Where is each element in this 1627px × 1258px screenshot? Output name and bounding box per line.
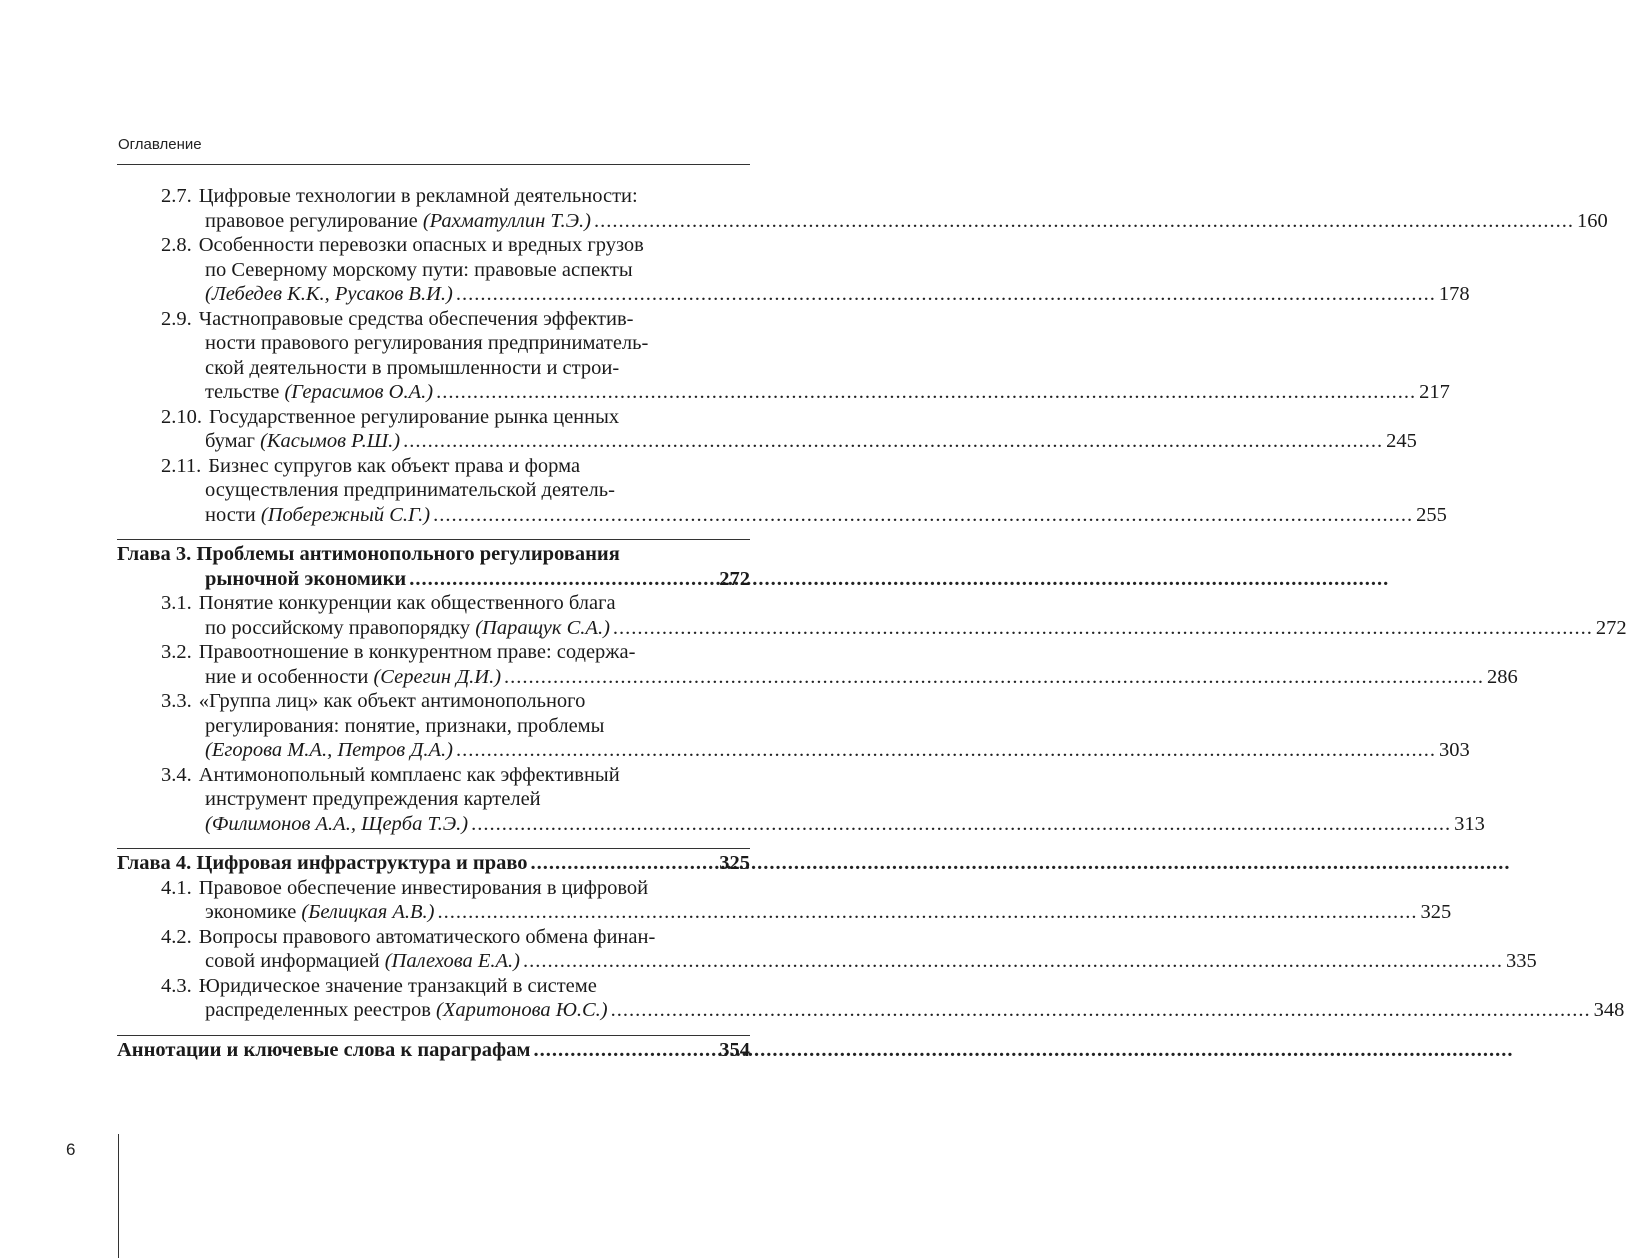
chapter-3-title-line-2 bbox=[117, 567, 750, 592]
dot-leader bbox=[531, 851, 717, 876]
toc-entry-tail bbox=[205, 210, 591, 232]
section-number: 2.9. bbox=[161, 307, 192, 330]
section-group-chapter-2 bbox=[117, 184, 1608, 527]
toc-entry-line bbox=[117, 258, 750, 283]
chapter-4-title: Глава 4. Цифровая инфраструктура и право bbox=[117, 852, 528, 874]
toc-entry-line bbox=[117, 307, 750, 332]
toc-entry[interactable] bbox=[117, 640, 1518, 689]
toc-entry-text: регулирования: понятие, признаки, проблемы bbox=[205, 714, 605, 737]
page-reference: 335 bbox=[1505, 950, 1537, 972]
chapter-4-entry[interactable] bbox=[117, 848, 750, 876]
section-group-chapter-3 bbox=[117, 591, 1627, 836]
toc-entry-text: ности правового регулирования предприниматель- bbox=[205, 332, 649, 354]
section-number: 4.2. bbox=[161, 925, 192, 948]
annotations-title: Аннотации и ключевые слова к параграфам bbox=[117, 1038, 531, 1061]
page-reference: 160 bbox=[1576, 209, 1608, 232]
dot-leader bbox=[409, 567, 716, 592]
dot-leader bbox=[403, 430, 1383, 452]
toc-entry-text: ние и особенности bbox=[205, 665, 369, 688]
section-number: 2.10. bbox=[161, 405, 202, 428]
toc-entry-text: Понятие конкуренции как общественного блага bbox=[198, 592, 616, 614]
toc-entry-line bbox=[117, 787, 750, 812]
dot-leader bbox=[594, 210, 1574, 232]
toc-entry-text: ской деятельности в промышленности и строи- bbox=[205, 356, 620, 379]
annotations-entry[interactable] bbox=[117, 1035, 750, 1063]
page-reference: 303 bbox=[1438, 739, 1470, 761]
toc-entry-text: Юридическое значение транзакций в системе bbox=[198, 974, 597, 997]
toc-entry-text: Особенности перевозки опасных и вредных грузов bbox=[198, 234, 644, 256]
toc-entry-line bbox=[117, 356, 750, 381]
toc-entry-line bbox=[117, 233, 750, 258]
dot-leader bbox=[437, 901, 1417, 923]
toc-entry[interactable] bbox=[117, 405, 1417, 454]
toc-entry-text: распределенных реестров bbox=[205, 999, 431, 1021]
toc-entry-text: по Северному морскому пути: правовые аспекты bbox=[205, 258, 633, 281]
page-reference: 217 bbox=[1419, 381, 1450, 403]
dot-leader bbox=[613, 617, 1593, 639]
toc-entry-line bbox=[117, 876, 750, 901]
chapter-3-entry[interactable] bbox=[117, 539, 750, 591]
toc-entry-text: Вопросы правового автоматического обмена финан- bbox=[198, 925, 656, 948]
toc-entry[interactable] bbox=[117, 591, 1627, 640]
toc-entry-line bbox=[117, 925, 750, 950]
running-head: Оглавление bbox=[118, 136, 202, 153]
chapter-4-page: 325 bbox=[719, 852, 750, 874]
toc-entry-line bbox=[117, 689, 750, 714]
dot-leader bbox=[471, 813, 1451, 835]
toc-entry-last-line bbox=[117, 998, 1625, 1023]
toc-entry[interactable] bbox=[117, 454, 1447, 528]
toc-entry-last-line bbox=[117, 812, 1485, 837]
toc-entry-text: тельстве bbox=[205, 381, 280, 403]
chapter-3-title-end: рыночной экономики bbox=[205, 567, 407, 590]
toc-entry-tail bbox=[205, 999, 608, 1021]
toc-entry-text: Частноправовые средства обеспечения эффектив- bbox=[198, 307, 634, 330]
toc-entry[interactable] bbox=[117, 689, 1470, 763]
page-number: 6 bbox=[66, 1140, 76, 1159]
toc-entry[interactable] bbox=[117, 876, 1452, 925]
toc-entry-tail bbox=[205, 504, 430, 526]
toc-entry-tail bbox=[205, 901, 434, 923]
dot-leader bbox=[433, 504, 1413, 526]
dot-leader bbox=[436, 381, 1416, 403]
dot-leader bbox=[533, 1038, 716, 1063]
page-reference: 245 bbox=[1386, 430, 1417, 452]
toc-entry-text: совой информацией bbox=[205, 950, 380, 972]
page-reference: 178 bbox=[1438, 283, 1470, 305]
page-reference: 348 bbox=[1593, 999, 1625, 1021]
toc-entry-text: «Группа лиц» как объект антимонопольного bbox=[198, 690, 586, 712]
page-reference: 255 bbox=[1416, 503, 1447, 526]
toc-entry-line bbox=[117, 640, 750, 665]
page-reference: 286 bbox=[1487, 665, 1518, 688]
toc-entry[interactable] bbox=[117, 184, 1608, 233]
author-name: (Палехова Е.А.) bbox=[384, 950, 520, 972]
toc-entry[interactable] bbox=[117, 925, 1537, 974]
section-number: 3.3. bbox=[161, 690, 192, 712]
section-number: 4.3. bbox=[161, 974, 192, 997]
toc-entry-text: Антимонопольный комплаенс как эффективный bbox=[198, 763, 620, 786]
dot-leader bbox=[504, 666, 1484, 688]
toc-entry-line bbox=[117, 454, 750, 479]
author-name: (Серегин Д.И.) bbox=[373, 665, 502, 688]
folio-rule bbox=[118, 1134, 119, 1258]
dot-leader bbox=[456, 283, 1436, 305]
dot-leader bbox=[611, 999, 1591, 1021]
dot-leader bbox=[523, 950, 1503, 972]
section-number: 2.7. bbox=[161, 185, 192, 207]
toc-entry-tail bbox=[205, 381, 433, 403]
toc-entry-line bbox=[117, 714, 750, 739]
section-number: 3.1. bbox=[161, 592, 192, 614]
toc-entry-text: осуществления предпринимательской деятель- bbox=[205, 479, 615, 501]
toc-entry-text: Правовое обеспечение инвестирования в цифровой bbox=[198, 876, 649, 899]
toc-entry-last-line bbox=[117, 738, 1470, 763]
toc-entry[interactable] bbox=[117, 763, 1485, 837]
page-reference: 272 bbox=[1595, 616, 1627, 639]
toc-entry-last-line bbox=[117, 900, 1452, 925]
toc-entry[interactable] bbox=[117, 307, 1450, 405]
toc-entry-tail bbox=[205, 617, 610, 639]
toc-entry-text: ности bbox=[205, 503, 256, 526]
section-group-chapter-4 bbox=[117, 876, 1625, 1023]
toc-entry-tail bbox=[205, 813, 468, 835]
section-number: 2.8. bbox=[161, 234, 192, 256]
page-reference: 313 bbox=[1454, 812, 1485, 835]
toc-entry-line bbox=[117, 405, 750, 430]
toc-entry-tail bbox=[205, 430, 400, 452]
author-name: (Филимонов А.А., Щерба Т.Э.) bbox=[205, 812, 469, 835]
chapter-4-title-line bbox=[117, 851, 750, 876]
toc-entry-text: Цифровые технологии в рекламной деятельности: bbox=[198, 185, 638, 207]
chapter-3-page: 272 bbox=[719, 567, 750, 590]
toc-entry-line bbox=[117, 478, 750, 503]
toc-entry-text: экономике bbox=[205, 901, 297, 923]
author-name: (Харитонова Ю.С.) bbox=[436, 999, 608, 1021]
annotations-title-line bbox=[117, 1038, 750, 1063]
toc-entry-text: инструмент предупреждения картелей bbox=[205, 788, 541, 810]
toc-entry[interactable] bbox=[117, 233, 1470, 307]
toc-entry-tail bbox=[205, 950, 520, 972]
author-name: (Лебедев К.К., Русаков В.И.) bbox=[205, 283, 453, 305]
toc-entry-last-line bbox=[117, 503, 1447, 528]
toc-entry-text: Бизнес супругов как объект права и форма bbox=[208, 454, 581, 477]
author-name: (Побережный С.Г.) bbox=[260, 503, 431, 526]
toc-entry-last-line bbox=[117, 380, 1450, 405]
author-name: (Герасимов О.А.) bbox=[284, 381, 434, 403]
toc-entry-last-line bbox=[117, 665, 1518, 690]
page-reference: 325 bbox=[1420, 901, 1452, 923]
dot-leader bbox=[456, 739, 1436, 761]
toc-entry-tail bbox=[205, 666, 501, 688]
author-name: (Касымов Р.Ш.) bbox=[260, 430, 401, 452]
section-number: 3.4. bbox=[161, 763, 192, 786]
toc-entry-last-line bbox=[117, 209, 1608, 234]
toc-entry-text: по российскому правопорядку bbox=[205, 616, 471, 639]
toc-entry-text: Государственное регулирование рынка ценных bbox=[209, 405, 620, 428]
author-name: (Егорова М.А., Петров Д.А.) bbox=[205, 739, 453, 761]
author-name: (Рахматуллин Т.Э.) bbox=[422, 209, 591, 232]
toc-entry-tail bbox=[205, 283, 453, 305]
toc-entry-line bbox=[117, 763, 750, 788]
toc-entry-line bbox=[117, 974, 750, 999]
section-number: 2.11. bbox=[161, 454, 202, 477]
table-of-contents bbox=[117, 184, 1627, 1062]
toc-entry-last-line bbox=[117, 949, 1537, 974]
toc-entry-text: Правоотношение в конкурентном праве: содержа- bbox=[198, 641, 636, 663]
toc-entry-line bbox=[117, 331, 750, 356]
toc-entry-line bbox=[117, 184, 750, 209]
toc-entry-last-line bbox=[117, 429, 1417, 454]
toc-entry-last-line bbox=[117, 282, 1470, 307]
toc-entry[interactable] bbox=[117, 974, 1625, 1023]
annotations-page: 354 bbox=[719, 1038, 750, 1061]
chapter-3-title-line-1: Глава 3. Проблемы антимонопольного регулирования bbox=[117, 543, 620, 565]
toc-entry-line bbox=[117, 591, 750, 616]
header-rule bbox=[117, 164, 750, 165]
toc-entry-text: правовое регулирование bbox=[205, 209, 418, 232]
section-number: 4.1. bbox=[161, 876, 192, 899]
author-name: (Паращук С.А.) bbox=[475, 616, 610, 639]
toc-entry-tail bbox=[205, 739, 453, 761]
author-name: (Белицкая А.В.) bbox=[301, 901, 435, 923]
section-number: 3.2. bbox=[161, 641, 192, 663]
toc-entry-last-line bbox=[117, 616, 1627, 641]
toc-entry-text: бумаг bbox=[205, 430, 255, 452]
